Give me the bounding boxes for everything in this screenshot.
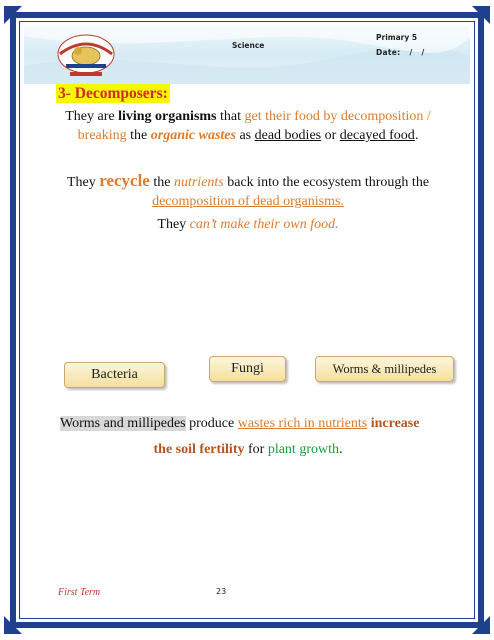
text-run: recycle — [99, 171, 150, 190]
food-paragraph — [52, 215, 444, 234]
date-label: Date: — [376, 48, 401, 57]
text-run: dead bodies — [254, 128, 322, 143]
text-run: for — [244, 442, 268, 457]
text-run: . — [414, 128, 419, 143]
text-run: the — [126, 128, 151, 143]
text-run: get their food by decomposition / breaking — [77, 109, 431, 143]
text-run: decayed food — [339, 128, 415, 143]
recycle-paragraph — [52, 171, 444, 211]
text-run: They — [66, 175, 100, 190]
definition-paragraph — [52, 107, 444, 145]
text-run: nutrients — [173, 175, 224, 190]
text-run: They — [157, 217, 190, 232]
text-run: or — [321, 128, 340, 143]
text-run: back into the ecosystem through the — [223, 175, 430, 190]
corner-ornament-icon — [470, 614, 492, 636]
corner-ornament-icon — [2, 4, 24, 26]
text-run: They are — [65, 109, 119, 124]
text-run: wastes rich in nutrients — [237, 416, 368, 431]
text-run: that — [216, 109, 245, 124]
text-run: living organisms — [118, 109, 217, 124]
text-run: the — [149, 175, 174, 190]
page-number: 23 — [216, 587, 227, 596]
example-box-bacteria: Bacteria — [64, 362, 165, 388]
subject-label: Science — [232, 41, 265, 50]
worms-paragraph — [60, 414, 460, 433]
section-title: 3- Decomposers: — [58, 85, 168, 102]
date-separator: / — [421, 48, 425, 57]
text-run: Worms and millipedes — [60, 416, 186, 431]
date-field — [376, 48, 425, 57]
text-run: decomposition of dead organisms. — [152, 194, 344, 209]
example-box-worms: Worms & millipedes — [315, 356, 454, 382]
footer-term: First Term — [58, 587, 101, 598]
text-run: can’t make their own food. — [189, 217, 339, 232]
corner-ornament-icon — [470, 4, 492, 26]
school-logo-icon — [56, 32, 116, 80]
text-run: organic wastes — [150, 128, 236, 143]
date-separator: / — [409, 48, 413, 57]
text-run: as — [235, 128, 255, 143]
text-run: produce — [185, 416, 238, 431]
text-run: plant growth — [267, 442, 339, 457]
text-run: the soil fertility — [153, 442, 245, 457]
fertility-paragraph — [52, 440, 444, 459]
corner-ornament-icon — [2, 614, 24, 636]
text-run: . — [338, 442, 343, 457]
text-run: increase — [370, 416, 420, 431]
example-box-fungi: Fungi — [209, 356, 286, 382]
page-header — [24, 26, 470, 84]
grade-label: Primary 5 — [376, 33, 418, 42]
